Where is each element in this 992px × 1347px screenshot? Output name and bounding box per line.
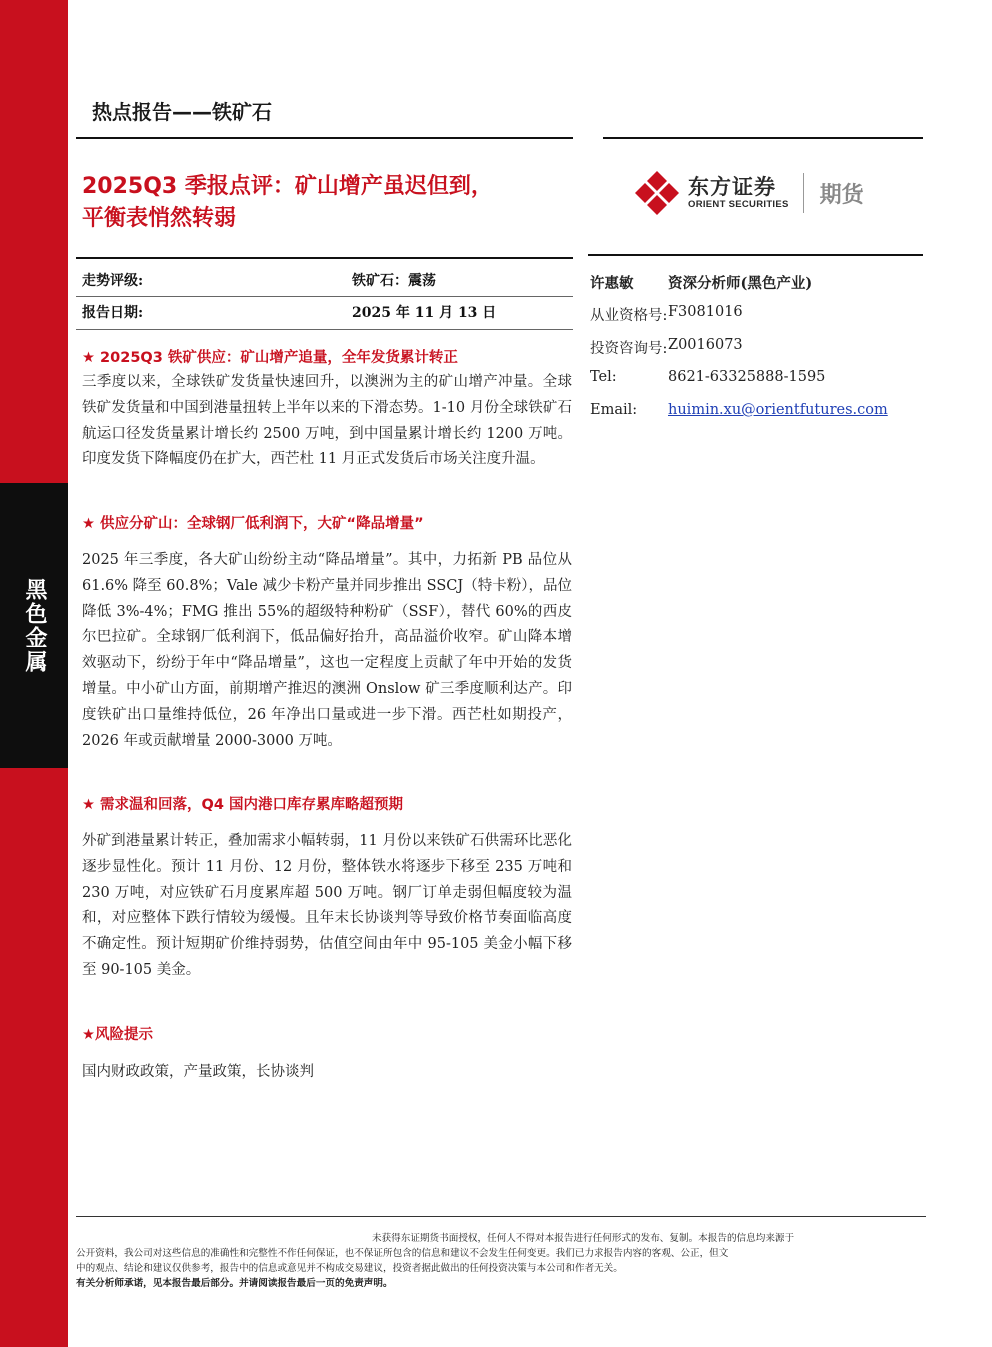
logo-brand [688,175,789,211]
section-body-mines: 2025 年三季度，各大矿山纷纷主动“降品增量”。其中，力拓新 PB 品位从 61.6% 降至 60.8%；Vale 减少卡粉产量并同步推出 SSCJ（特卡粉），品位降低 3%-4%；FMG 推出 55%的超级特种粉矿（SSF），替代 60%的西皮尔巴拉矿。全球钢厂低利润下，低品偏好抬升，高品溢价收窄。矿山降本增效驱动下，纷纷于年中“降品增量”，这也一定程度上贡献了年中开始的发货增量。中小矿山方面，前期增产推迟的澳洲 Onslow 矿三季度顺利达产。印度铁矿出口量维持低位，26 年净出口量或进一步下滑。西芒杜如期投产，2026 年或贡献增量 2000-3000 万吨。 [82,552,572,749]
email-label: Email: [590,402,638,418]
tel-value: 8621-63325888-1595 [668,369,826,385]
author-rule-top [588,254,923,256]
meta-rule-bottom [76,329,573,330]
orient-logo-icon [634,170,680,216]
author-title: 资深分析师(黑色产业) [668,275,813,292]
logo-separator [803,173,804,213]
invest-value: Z0016073 [668,337,743,353]
header-rule-right [603,137,923,139]
rating-value: 铁矿石：震荡 [352,273,436,289]
report-title [82,171,572,235]
header-rule-left [76,137,573,139]
email-link[interactable]: huimin.xu@orientfutures.com [668,402,888,418]
section-heading-supply: ★ 2025Q3 铁矿供应：矿山增产追量，全年发货累计转正 [82,350,458,366]
meta-rule-mid [76,296,573,297]
logo-cn-name: 东方证券 [688,175,776,199]
section-heading-risk: ★风险提示 [82,1027,153,1043]
date-label: 报告日期: [82,305,144,321]
meta-rule-top [76,257,573,259]
qual-label: 从业资格号: [590,308,668,324]
sidebar-category-label: 黑色金属 [22,577,47,674]
report-title-line1: 2025Q3 季报点评：矿山增产虽迟但到， [82,174,493,199]
section-body-supply: 三季度以来，全球铁矿发货量快速回升，以澳洲为主的矿山增产冲量。全球铁矿发货量和中国到港量扭转上半年以来的下滑态势。1-10 月份全球铁矿石航运口径发货量累计增长约 2500 万吨，到中国量累计增长约 1200 万吨。印度发货下降幅度仍在扩大，西芒杜 11 月正式发货后市场关注度升温。 [82,374,572,468]
rating-label: 走势评级: [82,273,144,289]
author-name: 许惠敏 [590,275,634,292]
footer-disclaimer [76,1231,926,1291]
invest-label: 投资咨询号: [590,341,668,357]
section-heading-demand: ★ 需求温和回落，Q4 国内港口库存累库略超预期 [82,797,404,813]
disclaimer-line4: 有关分析师承诺，见本报告最后部分。并请阅读报告最后一页的免责声明。 [76,1278,393,1289]
footer-rule [76,1216,926,1217]
qual-value: F3081016 [668,304,743,320]
tel-label: Tel: [590,369,617,385]
section-body-demand: 外矿到港量累计转正，叠加需求小幅转弱，11 月份以来铁矿石供需环比恶化逐步显性化。预计 11 月份、12 月份，整体铁水将逐步下移至 235 万吨和 230 万吨，对应铁矿石月度累库超 500 万吨。钢厂订单走弱但幅度较为温和，对应整体下跌行情较为缓慢。且年末长协谈判等导致价格节奏面临高度不确定性。预计短期矿价维持弱势，估值空间由年中 95-105 美金小幅下移至 90-105 美金。 [82,833,572,978]
sidebar-category [0,483,68,768]
logo-en-name: ORIENT SECURITIES [688,199,789,210]
disclaimer-line2: 公开资料，我公司对这些信息的准确性和完整性不作任何保证，也不保证所包含的信息和建议不会发生任何变更。我们已力求报告内容的客观、公正，但文 [76,1248,729,1259]
disclaimer-line1: 未获得东证期货书面授权，任何人不得对本报告进行任何形式的发布、复制。本报告的信息均来源于 [372,1233,795,1244]
section-heading-mines: ★ 供应分矿山：全球钢厂低利润下，大矿“降品增量” [82,516,424,532]
report-title-line2: 平衡表悄然转弱 [82,206,237,231]
section-body-risk: 国内财政政策，产量政策，长协谈判 [82,1064,314,1080]
report-type-title: 热点报告——铁矿石 [92,100,272,124]
date-value: 2025 年 11 月 13 日 [352,305,497,321]
company-logo [634,170,864,216]
logo-division: 期货 [819,182,864,208]
disclaimer-line3: 中的观点、结论和建议仅供参考，报告中的信息或意见并不构成交易建议，投资者据此做出的任何投资决策与本公司和作者无关。 [76,1263,623,1274]
